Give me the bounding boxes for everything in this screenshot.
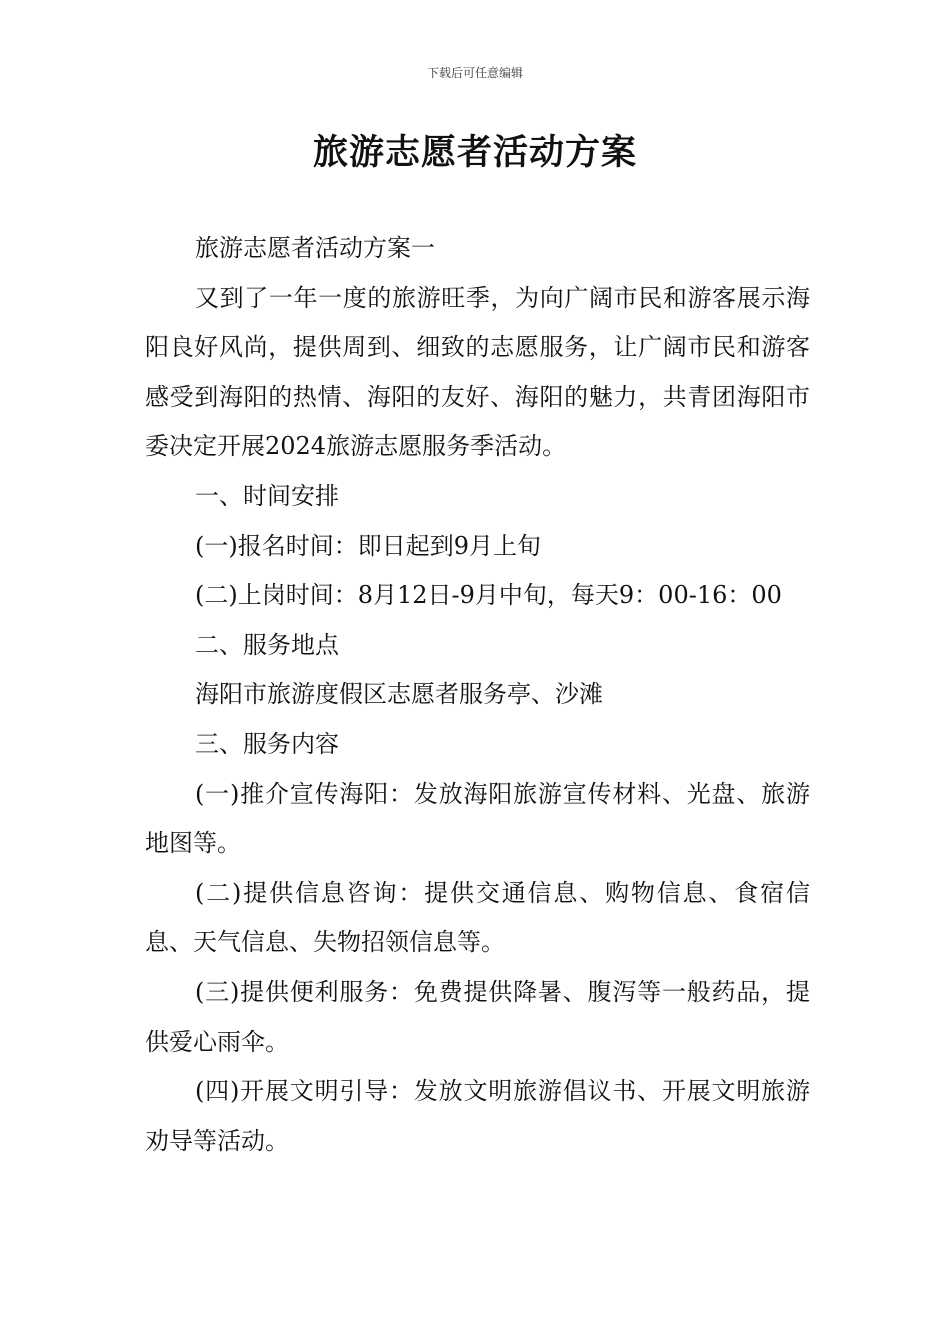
paragraph-duty-time: (二)上岗时间：8月12日-9月中旬，每天9：00-16：00	[195, 581, 782, 610]
section-heading-content: 三、服务内容	[195, 729, 339, 758]
header-note: 下载后可任意编辑	[426, 66, 523, 80]
section-heading-time: 一、时间安排	[195, 481, 339, 510]
paragraph-content-convenience: (三)提供便利服务：免费提供降暑、腹泻等一般药品，提供爱心雨伞。	[145, 977, 810, 1056]
document-body	[145, 224, 810, 1166]
paragraph-subtitle: 旅游志愿者活动方案一	[195, 234, 435, 262]
paragraph-registration-time: (一)报名时间：即日起到9月上旬	[195, 531, 541, 560]
document-title: 旅游志愿者活动方案	[312, 133, 637, 173]
paragraph-location: 海阳市旅游度假区志愿者服务亭、沙滩	[195, 680, 603, 709]
section-heading-location: 二、服务地点	[195, 630, 339, 659]
paragraph-intro: 又到了一年一度的旅游旺季，为向广阔市民和游客展示海阳良好风尚，提供周到、细致的志愿服务，让广阔市民和游客感受到海阳的热情、海阳的友好、海阳的魅力，共青团海阳市委决定开展2024旅游志愿服务季活动。	[145, 283, 810, 461]
paragraph-content-promotion: (一)推介宣传海阳：发放海阳旅游宣传材料、光盘、旅游地图等。	[145, 779, 810, 858]
paragraph-content-information: (二)提供信息咨询：提供交通信息、购物信息、食宿信息、天气信息、失物招领信息等。	[145, 878, 810, 957]
paragraph-content-civility: (四)开展文明引导：发放文明旅游倡议书、开展文明旅游劝导等活动。	[145, 1077, 810, 1155]
